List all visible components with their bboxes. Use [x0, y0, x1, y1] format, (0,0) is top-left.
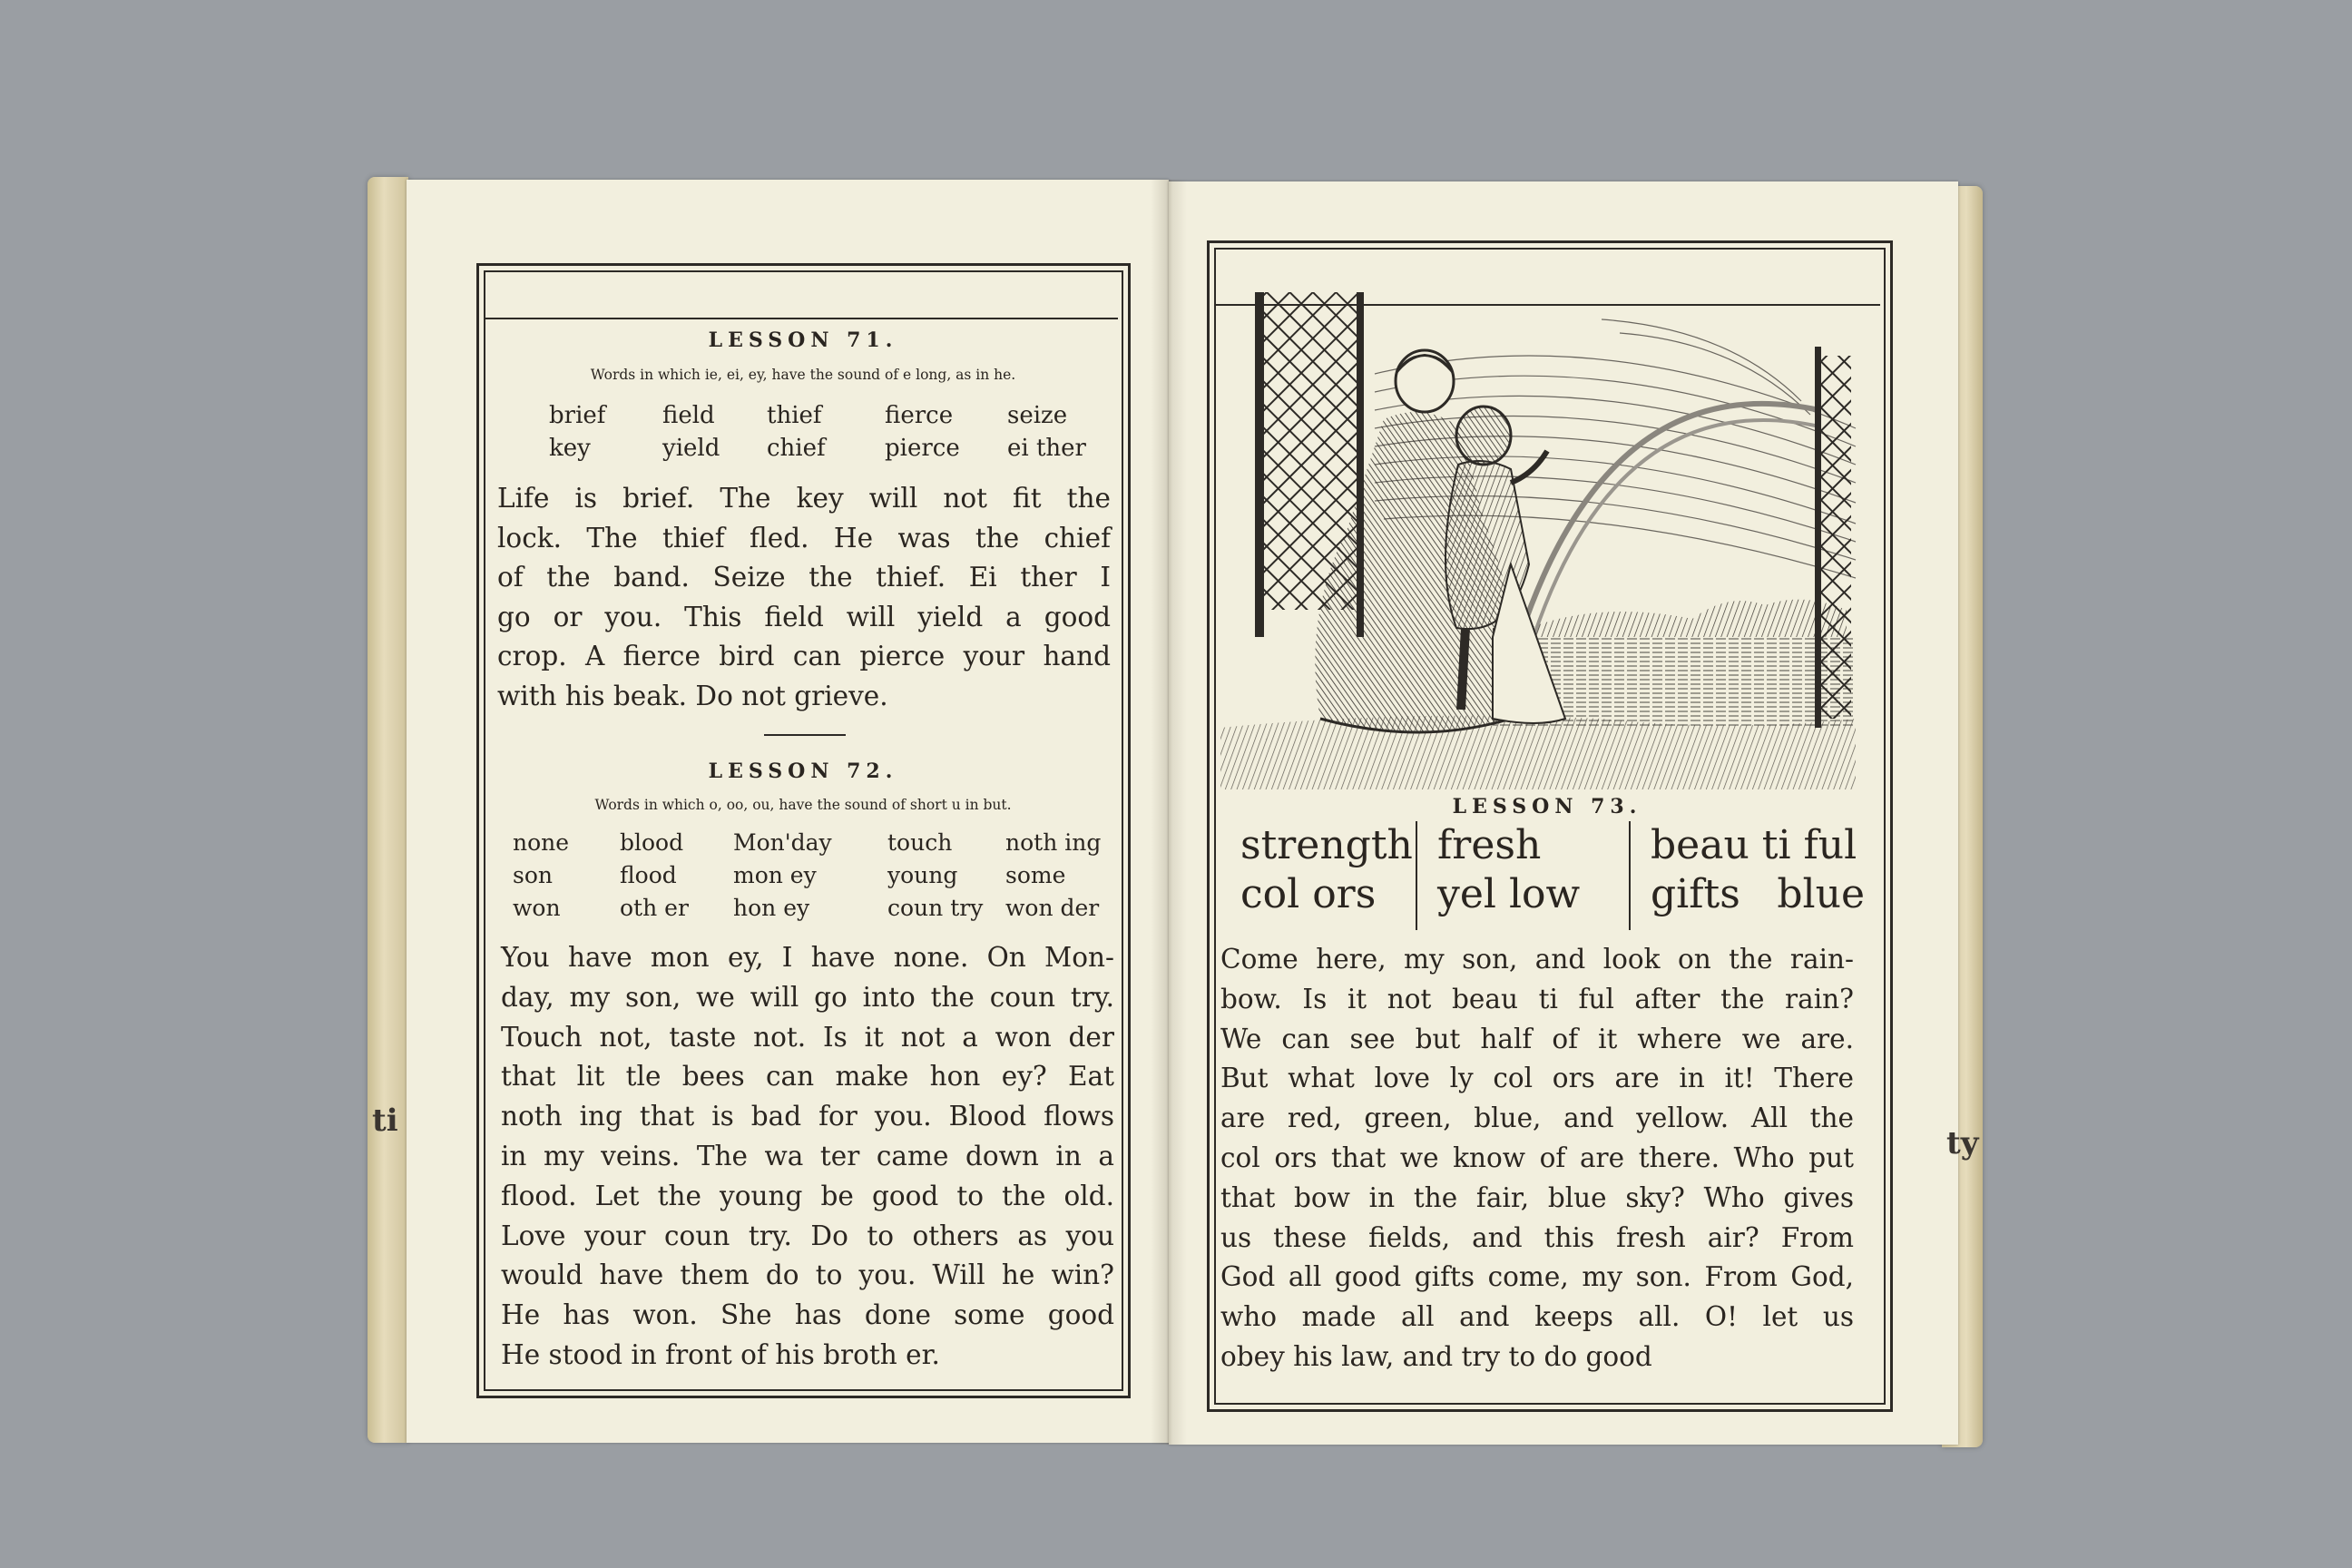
- lesson-71-word: key: [549, 435, 591, 462]
- lesson-72-word: touch: [887, 829, 953, 856]
- lesson-71-word: ei ther: [1007, 435, 1086, 462]
- paragraph-line: with his beak. Do not grieve.: [497, 680, 888, 711]
- paragraph-line: But what love ly col ors are in it! There: [1220, 1063, 1854, 1094]
- lesson-73-paragraph: [1220, 940, 1854, 1377]
- paragraph-line: He has won. She has done some good: [501, 1299, 1114, 1331]
- lesson-73-word-table: [1220, 821, 1876, 930]
- word-fresh: fresh: [1437, 822, 1542, 868]
- lesson-72-word: coun try: [887, 895, 984, 921]
- engraving-illustration: [1220, 292, 1872, 789]
- paragraph-line: We can see but half of it where we are.: [1220, 1023, 1854, 1054]
- paragraph-line: You have mon ey, I have none. On Mon-: [501, 942, 1114, 973]
- word-column-3: [1629, 821, 1874, 930]
- paragraph-line: that lit tle bees can make hon ey? Eat: [501, 1061, 1114, 1093]
- lesson-72-word: oth er: [620, 895, 689, 921]
- lesson-71-title: LESSON 71.: [708, 328, 898, 352]
- lesson-72-subtitle: Words in which o, oo, ou, have the sound of short u in but.: [594, 797, 1012, 813]
- lesson-72-word: noth ing: [1005, 829, 1102, 856]
- lesson-71-word: field: [662, 402, 715, 429]
- lesson-72-word-list: [513, 827, 1112, 925]
- paragraph-line: flood. Let the young be good to the old.: [501, 1180, 1114, 1211]
- word-blue: blue: [1777, 871, 1865, 917]
- lesson-72-word: some: [1005, 862, 1066, 888]
- paragraph-line: Touch not, taste not. Is it not a won der: [501, 1021, 1114, 1053]
- paragraph-line: obey his law, and try to do good: [1220, 1340, 1652, 1372]
- paragraph-line: He stood in front of his broth er.: [501, 1338, 940, 1370]
- paragraph-line: would have them do to you. Will he win?: [501, 1259, 1114, 1291]
- paragraph-line: Come here, my son, and look on the rain-: [1220, 944, 1854, 975]
- lesson-72-word: hon ey: [733, 895, 810, 921]
- lesson-71-word: seize: [1007, 402, 1068, 429]
- lesson-72-word: young: [887, 862, 958, 888]
- paragraph-line: bow. Is it not beau ti ful after the rain?: [1220, 983, 1854, 1014]
- book-gutter: [1151, 180, 1187, 1445]
- lesson-divider: [764, 734, 846, 736]
- word-beautiful: beau ti ful: [1651, 822, 1857, 868]
- lesson-71-word: pierce: [885, 435, 960, 462]
- lesson-71-word-list: [549, 399, 1112, 465]
- paragraph-line: Love your coun try. Do to others as you: [501, 1220, 1114, 1251]
- lesson-73-title: LESSON 73.: [1452, 795, 1642, 818]
- paragraph-line: crop. A fierce bird can pierce your hand: [497, 641, 1111, 671]
- lesson-72-paragraph: [501, 938, 1114, 1376]
- lesson-71-word: brief: [549, 402, 606, 429]
- lesson-71-subtitle: Words in which ie, ei, ey, have the sound of e long, as in he.: [590, 367, 1016, 383]
- paragraph-line: day, my son, we will go into the coun try.: [501, 981, 1114, 1013]
- lesson-71-word: fierce: [885, 402, 954, 429]
- word-colors: col ors: [1240, 871, 1377, 917]
- paragraph-line: of the band. Seize the thief. Ei ther I: [497, 562, 1111, 593]
- paragraph-line: in my veins. The wa ter came down in a: [501, 1140, 1114, 1171]
- lesson-71-paragraph: [497, 479, 1111, 716]
- book-edge-left: [368, 177, 408, 1443]
- lesson-72-word: flood: [620, 862, 677, 888]
- lesson-72-word: mon ey: [733, 862, 817, 888]
- lesson-72-word: won der: [1005, 895, 1100, 921]
- lesson-72-word: son: [513, 862, 553, 888]
- lesson-71-word: yield: [662, 435, 720, 462]
- lesson-72-word: blood: [620, 829, 684, 856]
- lesson-72-title: LESSON 72.: [708, 760, 898, 783]
- paragraph-line: noth ing that is bad for you. Blood flows: [501, 1101, 1114, 1132]
- paragraph-line: us these fields, and this fresh air? From: [1220, 1221, 1854, 1253]
- paragraph-line: Life is brief. The key will not fit the: [497, 483, 1111, 514]
- lesson-71-word: chief: [767, 435, 826, 462]
- thumb-index-right: ty: [1946, 1125, 1979, 1161]
- paragraph-line: who made all and keeps all. O! let us: [1220, 1301, 1854, 1333]
- word-column-1: [1220, 821, 1416, 930]
- word-column-2: [1416, 821, 1629, 930]
- left-header-band: [485, 272, 1118, 319]
- lesson-71-word: thief: [767, 402, 822, 429]
- lesson-72-word: none: [513, 829, 570, 856]
- paragraph-line: are red, green, blue, and yellow. All the: [1220, 1102, 1854, 1134]
- paragraph-line: lock. The thief fled. He was the chief: [497, 522, 1111, 554]
- paragraph-line: God all good gifts come, my son. From God,: [1220, 1261, 1854, 1293]
- paragraph-line: col ors that we know of are there. Who put: [1220, 1142, 1854, 1173]
- lesson-72-word: Mon'day: [733, 829, 832, 856]
- word-gifts: gifts: [1651, 871, 1740, 917]
- word-strength: strength: [1240, 822, 1413, 868]
- thumb-index-left: ti: [372, 1102, 398, 1139]
- word-yellow: yel low: [1437, 871, 1581, 917]
- lesson-72-word: won: [513, 895, 561, 921]
- paragraph-line: go or you. This field will yield a good: [497, 601, 1111, 632]
- paragraph-line: that bow in the fair, blue sky? Who gives: [1220, 1181, 1854, 1213]
